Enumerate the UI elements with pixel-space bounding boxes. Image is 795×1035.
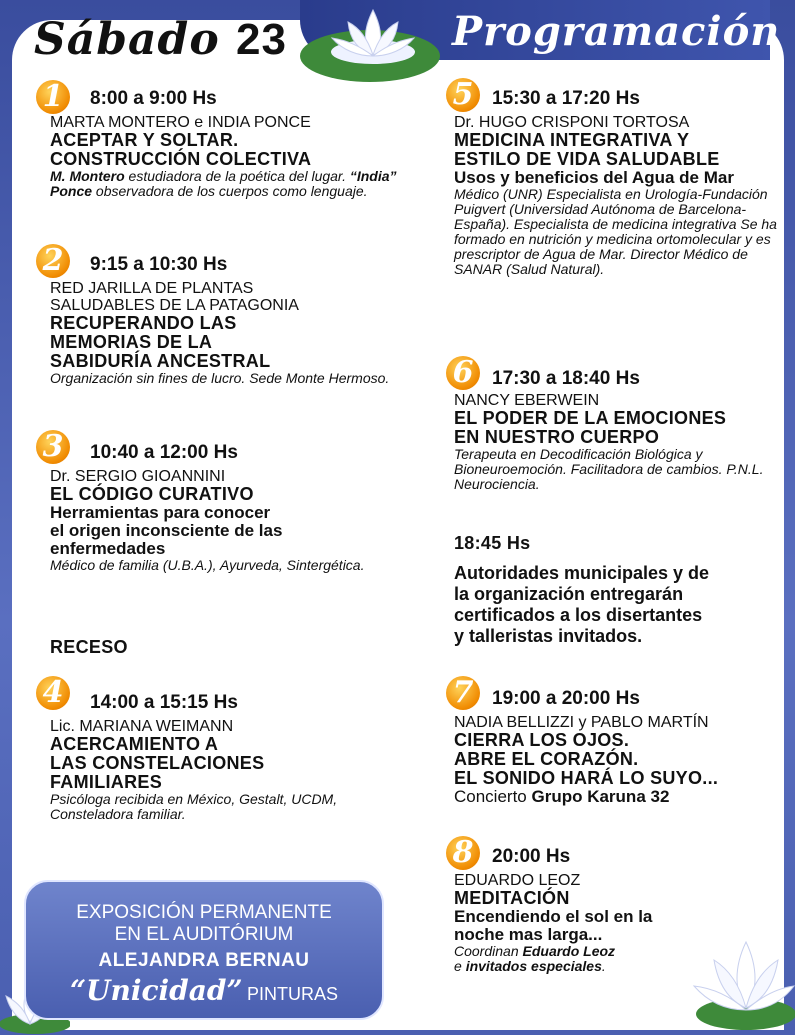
- title-line: SABIDURÍA ANCESTRAL: [50, 351, 271, 371]
- title-line: ABRE EL CORAZÓN.: [454, 749, 639, 769]
- description: Psicóloga recibida en México, Gestalt, UCDM, Consteladora familiar.: [50, 791, 338, 822]
- time: 18:45 Hs: [454, 533, 531, 553]
- description: Médico (UNR) Especialista en Urología-Fundación Puigvert (Universidad Autónoma de Barcelona-España). Especialista de medicina integrativa Se ha formado en nutrición y medicina ortomolecular y es prescriptor de Agua de Mar. Director Médico de SANAR (Salud Natural).: [454, 186, 777, 277]
- title-line: CIERRA LOS OJOS.: [454, 730, 630, 750]
- number-badge: 5: [446, 78, 480, 112]
- number-badge: 6: [446, 356, 480, 390]
- time: 10:40 a 12:00 Hs: [90, 442, 238, 463]
- artwork-type: PINTURAS: [247, 984, 339, 1004]
- number-badge: 2: [36, 244, 70, 278]
- description: M. Montero estudiadora de la poética del lugar. “India” Ponce observadora de los cuerpos como lenguaje.: [50, 168, 397, 199]
- artwork-title: “Unicidad”: [69, 974, 243, 1007]
- subtitle-line: Usos y beneficios del Agua de Mar: [454, 168, 734, 187]
- exhibition-line: EN EL AUDITÓRIUM: [114, 924, 294, 945]
- title-line: CONSTRUCCIÓN COLECTIVA: [50, 149, 312, 169]
- speaker: Lic. MARIANA WEIMANN: [50, 718, 234, 735]
- title-line: ESTILO DE VIDA SALUDABLE: [454, 149, 720, 169]
- artist-name: ALEJANDRA BERNAU: [98, 950, 310, 971]
- description: e invitados especiales.: [454, 958, 606, 974]
- subtitle-line: Herramientas para conocer: [50, 503, 271, 522]
- number-badge: 3: [36, 430, 70, 464]
- exhibition-line: EXPOSICIÓN PERMANENTE: [76, 902, 332, 923]
- title-line: MEDITACIÓN: [454, 888, 570, 908]
- subtitle-line: Autoridades municipales y de: [454, 563, 710, 583]
- speaker: RED JARILLA DE PLANTAS: [50, 280, 254, 297]
- description: Terapeuta en Decodificación Biológica y Bioneuroemoción. Facilitadora de cambios. P.N.L. Neurociencia.: [454, 446, 764, 492]
- speaker: NANCY EBERWEIN: [454, 392, 600, 409]
- title-line: LAS CONSTELACIONES: [50, 753, 265, 773]
- subtitle-line: la organización entregarán: [454, 584, 684, 604]
- speaker: SALUDABLES DE LA PATAGONIA: [50, 297, 299, 314]
- day-name: Sábado: [34, 14, 220, 65]
- subtitle-line: el origen inconsciente de las: [50, 521, 283, 540]
- number-badge: 4: [36, 676, 70, 710]
- title-line: ACEPTAR Y SOLTAR.: [50, 130, 239, 150]
- title-line: EL SONIDO HARÁ LO SUYO...: [454, 768, 719, 788]
- time: 8:00 a 9:00 Hs: [90, 88, 217, 109]
- speaker: MARTA MONTERO e INDIA PONCE: [50, 114, 311, 131]
- schedule-item-certificates: [454, 534, 794, 647]
- lotus-icon: [318, 0, 428, 70]
- speaker: EDUARDO LEOZ: [454, 872, 581, 889]
- subtitle-line: noche mas larga...: [454, 925, 603, 944]
- subtitle-line: Encendiendo el sol en la: [454, 907, 653, 926]
- subtitle-line: certificados a los disertantes: [454, 605, 703, 625]
- concert: Concierto Grupo Karuna 32: [454, 787, 670, 806]
- time: 20:00 Hs: [492, 846, 571, 867]
- time: 9:15 a 10:30 Hs: [90, 254, 228, 275]
- title-line: EN NUESTRO CUERPO: [454, 427, 660, 447]
- time: 15:30 a 17:20 Hs: [492, 88, 640, 109]
- number-badge: 7: [446, 676, 480, 710]
- description: Organización sin fines de lucro. Sede Monte Hermoso.: [50, 370, 390, 386]
- title-line: RECUPERANDO LAS: [50, 313, 237, 333]
- exhibition-box: [24, 880, 384, 1020]
- speaker: NADIA BELLIZZI y PABLO MARTÍN: [454, 714, 709, 731]
- number-badge: 1: [36, 80, 70, 114]
- title-line: MEMORIAS DE LA: [50, 332, 213, 352]
- time: 19:00 a 20:00 Hs: [492, 688, 640, 709]
- description: Coordinan Eduardo Leoz: [454, 943, 616, 959]
- description: Médico de familia (U.B.A.), Ayurveda, Sintergética.: [50, 557, 365, 573]
- title-line: EL CÓDIGO CURATIVO: [50, 484, 254, 504]
- title-line: FAMILIARES: [50, 772, 163, 792]
- lotus-icon: [686, 922, 795, 1035]
- time: 17:30 a 18:40 Hs: [492, 368, 640, 389]
- day-title: [34, 14, 287, 65]
- subtitle-line: enfermedades: [50, 539, 166, 558]
- subtitle-line: y talleristas invitados.: [454, 626, 643, 646]
- time: 14:00 a 15:15 Hs: [90, 692, 238, 713]
- number-badge: 8: [446, 836, 480, 870]
- break-label: RECESO: [50, 637, 128, 657]
- title-line: ACERCAMIENTO A: [50, 734, 219, 754]
- title-line: EL PODER DE LA EMOCIONES: [454, 408, 727, 428]
- speaker: Dr. SERGIO GIOANNINI: [50, 468, 226, 485]
- title-line: MEDICINA INTEGRATIVA Y: [454, 130, 690, 150]
- day-number: 23: [236, 15, 287, 64]
- artwork-line: [26, 974, 382, 1007]
- speaker: Dr. HUGO CRISPONI TORTOSA: [454, 114, 690, 131]
- program-title: Programación: [452, 8, 781, 55]
